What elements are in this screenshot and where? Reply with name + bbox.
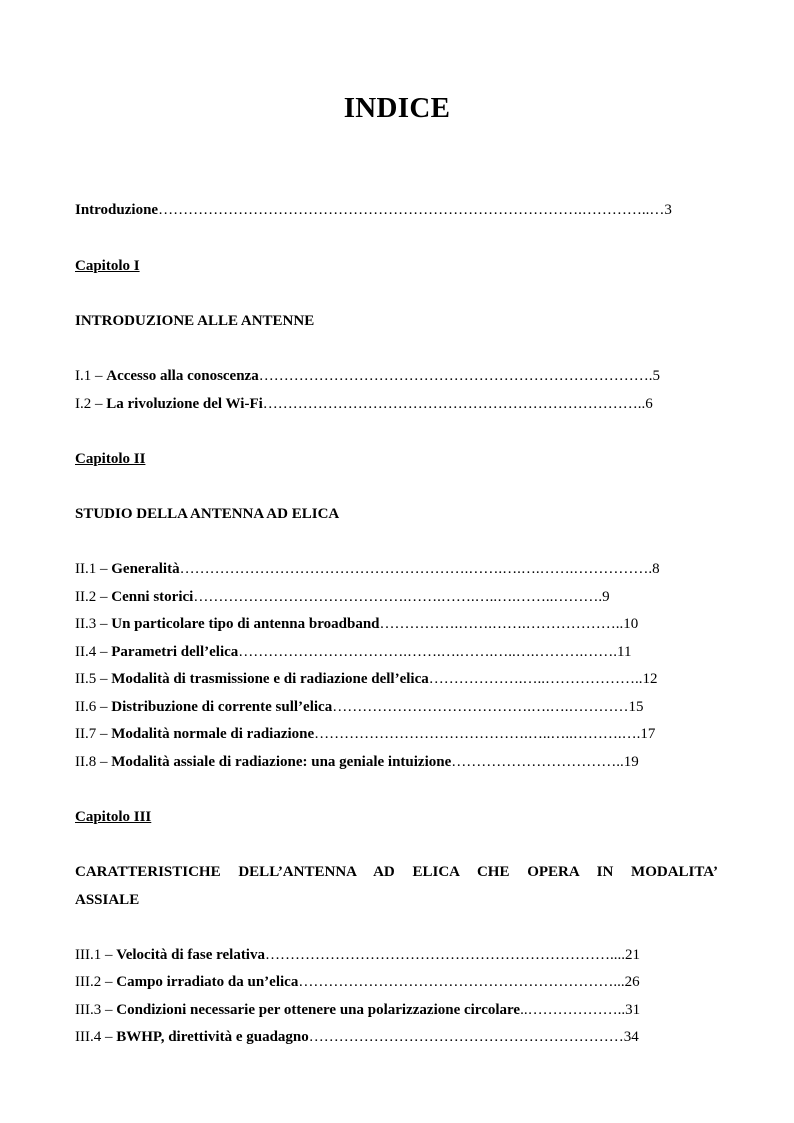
toc-entry-number: III.4 – <box>75 1029 117 1045</box>
toc-leader-dots: ……………………………………………………… <box>308 1029 624 1045</box>
toc-leader-dots: …………………………….. <box>451 754 624 770</box>
toc-page-number: .11 <box>613 644 632 660</box>
toc-entry[interactable] <box>75 697 643 717</box>
toc-entry-title: Modalità di trasmissione e di radiazione dell’elica <box>111 671 429 687</box>
toc-entry-title: La rivoluzione del Wi-Fi <box>106 396 263 412</box>
toc-entry-title: Parametri dell’elica <box>111 644 239 660</box>
toc-entry-title: Un particolare tipo di antenna broadband <box>111 616 380 632</box>
chapter-label-1: Capitolo I <box>75 258 140 274</box>
toc-entry-title: Condizioni necessarie per ottenere una polarizzazione circolare <box>116 1002 521 1018</box>
chapter-heading-2: STUDIO DELLA ANTENNA AD ELICA <box>75 506 340 522</box>
toc-entry[interactable] <box>75 587 610 607</box>
toc-page-number: .12 <box>638 671 658 687</box>
toc-page-number: .5 <box>648 368 660 384</box>
toc-entry-title: Generalità <box>111 561 180 577</box>
toc-leader-dots: …………………………………………………………………. <box>262 396 642 412</box>
toc-leader-dots: ………………………………………………….…….….….…….…………… <box>179 561 649 577</box>
toc-entry[interactable] <box>75 614 638 634</box>
toc-entry-title: Campo irradiato da un’elica <box>116 974 299 990</box>
toc-entry[interactable] <box>75 394 653 414</box>
toc-entry-number: I.1 – <box>75 368 107 384</box>
toc-entry-introduzione[interactable] <box>75 200 672 220</box>
toc-entry[interactable] <box>75 945 640 965</box>
toc-entry[interactable] <box>75 752 639 772</box>
toc-page-number: 17 <box>640 726 656 742</box>
toc-entry-number: III.1 – <box>75 947 117 963</box>
toc-page-number: 3 <box>664 202 672 218</box>
toc-page-number: .10 <box>619 616 639 632</box>
toc-leader-dots: …………….…….…….………………. <box>379 616 620 632</box>
toc-page-number: ..26 <box>617 974 640 990</box>
toc-entry-title: Velocità di fase relativa <box>116 947 265 963</box>
toc-page-number: 15 <box>628 699 644 715</box>
toc-page-number: .9 <box>598 589 610 605</box>
toc-entry[interactable] <box>75 642 631 662</box>
toc-entry[interactable] <box>75 559 660 579</box>
toc-entry-title: Accesso alla conoscenza <box>106 368 259 384</box>
toc-entry-number: II.1 – <box>75 561 112 577</box>
toc-leader-dots: ……………………………………………………………. <box>264 947 614 963</box>
toc-entry[interactable] <box>75 366 660 386</box>
toc-leader-dots: …………………………………….…….…….…..….……..……… <box>193 589 599 605</box>
chapter-heading-3-line-1: CARATTERISTICHE DELL’ANTENNA AD ELICA CHE OPERA IN MODALITA’ <box>75 864 718 880</box>
chapter-heading-3-line-2: ASSIALE <box>75 892 140 908</box>
toc-page-number: 19 <box>623 754 639 770</box>
toc-entry-number: II.3 – <box>75 616 112 632</box>
chapter-label-2: Capitolo II <box>75 451 146 467</box>
toc-page-number: ...21 <box>613 947 640 963</box>
toc-leader-dots: ………………………………………………………………………….…………..… <box>158 202 665 218</box>
toc-entry-title: Modalità normale di radiazione <box>111 726 315 742</box>
toc-leader-dots: …………………………………….…..…..……….…. <box>314 726 641 742</box>
page-title: INDICE <box>343 92 451 124</box>
toc-entry-number: II.7 – <box>75 726 112 742</box>
toc-page-number: .8 <box>648 561 660 577</box>
toc-page-number: 31 <box>625 1002 641 1018</box>
toc-entry[interactable] <box>75 724 655 744</box>
toc-leader-dots: ……………….…..………………. <box>428 671 639 687</box>
toc-entry[interactable] <box>75 1027 639 1047</box>
toc-leader-dots: ..……………….. <box>520 1002 626 1018</box>
chapter-heading-3 <box>75 858 718 914</box>
toc-page-number: 34 <box>623 1029 639 1045</box>
toc-entry-number: II.6 – <box>75 699 112 715</box>
toc-entry-number: II.5 – <box>75 671 112 687</box>
toc-leader-dots: …………………………………………………………………… <box>258 368 649 384</box>
toc-leader-dots: ………………………………….….….………… <box>332 699 629 715</box>
toc-entry-number: II.4 – <box>75 644 112 660</box>
toc-leader-dots: ………………………………………………………. <box>298 974 618 990</box>
toc-entry-number: III.2 – <box>75 974 117 990</box>
toc-entry-number: I.2 – <box>75 396 107 412</box>
toc-page-number: .6 <box>641 396 653 412</box>
toc-entry[interactable] <box>75 669 657 689</box>
toc-entry-title: Introduzione <box>75 202 159 218</box>
chapter-heading-1: INTRODUZIONE ALLE ANTENNE <box>75 313 315 329</box>
toc-entry-number: II.8 – <box>75 754 112 770</box>
toc-entry-number: III.3 – <box>75 1002 117 1018</box>
chapter-label-3: Capitolo III <box>75 809 152 825</box>
toc-entry-number: II.2 – <box>75 589 112 605</box>
toc-leader-dots: …………………………….…….….…….…..….……….…… <box>238 644 614 660</box>
toc-entry-title: Distribuzione di corrente sull’elica <box>111 699 333 715</box>
toc-entry-title: Cenni storici <box>111 589 194 605</box>
toc-entry[interactable] <box>75 972 640 992</box>
toc-entry-title: Modalità assiale di radiazione: una geniale intuizione <box>111 754 452 770</box>
toc-entry-title: BWHP, direttività e guadagno <box>116 1029 309 1045</box>
toc-entry[interactable] <box>75 1000 640 1020</box>
